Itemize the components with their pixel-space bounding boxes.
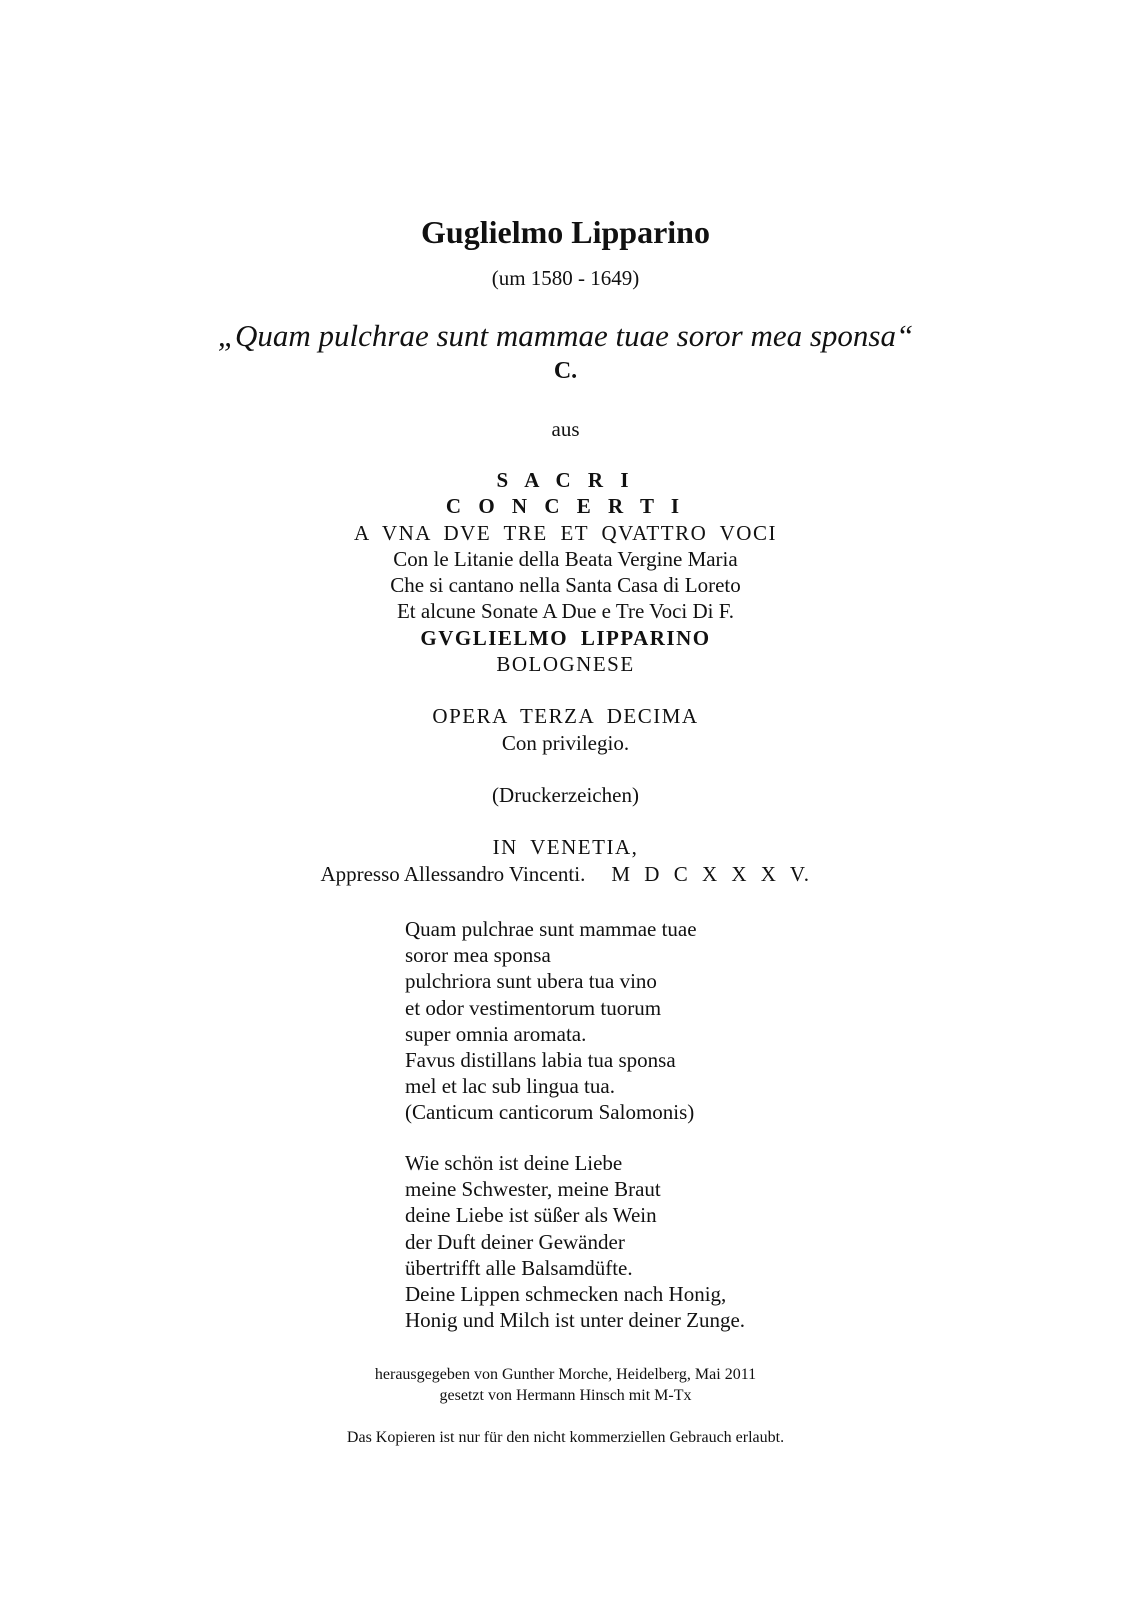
- work-title: „Quam pulchrae sunt mammae tuae soror mea sponsa“: [217, 318, 914, 353]
- voice-part: C.: [553, 358, 578, 384]
- title-line-voices: A VNA DVE TRE ET QVATTRO VOCI: [354, 520, 777, 545]
- title-line-origin: BOLOGNESE: [496, 652, 635, 677]
- poem-line: Quam pulchrae sunt mammae tuae: [405, 917, 697, 941]
- poem-line: Deine Lippen schmecken nach Honig,: [405, 1281, 727, 1306]
- spacer: [0, 677, 1131, 703]
- imprint-year: M D C X X X V.: [611, 861, 811, 886]
- privilege-line: Con privilegio.: [501, 730, 630, 755]
- poem-source: (Canticum canticorum Salomonis): [405, 1100, 695, 1125]
- editor-credit: herausgegeben von Gunther Morche, Heidelberg, Mai 2011: [374, 1366, 757, 1383]
- title-line-sacri: S A C R I: [496, 468, 635, 492]
- title-line-author: GVGLIELMO LIPPARINO: [420, 625, 711, 650]
- imprint-line: [0, 861, 1131, 887]
- poem-line: deine Liebe ist süßer als Wein: [405, 1203, 657, 1228]
- printer-mark: (Druckerzeichen): [492, 782, 639, 807]
- composer-name: Guglielmo Lipparino: [421, 214, 710, 250]
- poem-german: [405, 1150, 745, 1333]
- publisher: Appresso Allessandro Vincenti.: [320, 861, 586, 886]
- poem-line: Wie schön ist deine Liebe: [405, 1151, 623, 1175]
- opus-number: OPERA TERZA DECIMA: [432, 704, 699, 729]
- spacer: [0, 808, 1131, 834]
- poem-line: et odor vestimentorum tuorum: [405, 995, 662, 1020]
- poem-line: Favus distillans labia tua sponsa: [405, 1047, 676, 1072]
- poem-line: mel et lac sub lingua tua.: [405, 1074, 615, 1099]
- title-line-loreto: Che si cantano nella Santa Casa di Loreto: [390, 573, 741, 598]
- source-label: aus: [551, 417, 580, 441]
- typesetter-credit: gesetzt von Hermann Hinsch mit M-Tx: [439, 1387, 692, 1404]
- poem-latin: [405, 916, 697, 1126]
- spacer: [0, 756, 1131, 782]
- title-line-sonate: Et alcune Sonate A Due e Tre Voci Di F.: [396, 599, 735, 624]
- imprint-place: IN VENETIA,: [492, 835, 639, 860]
- title-line-litanie: Con le Litanie della Beata Vergine Maria: [393, 546, 738, 571]
- title-line-concerti: C O N C E R T I: [445, 494, 686, 519]
- poem-line: super omnia aromata.: [405, 1021, 587, 1046]
- poem-line: der Duft deiner Gewänder: [405, 1229, 625, 1254]
- edition-credits: [0, 1364, 1131, 1406]
- copy-notice: Das Kopieren ist nur für den nicht kommerziellen Gebrauch erlaubt.: [346, 1429, 785, 1446]
- poem-line: pulchriora sunt ubera tua vino: [405, 969, 657, 994]
- poem-line: soror mea sponsa: [405, 943, 551, 968]
- composer-dates: (um 1580 - 1649): [491, 266, 640, 290]
- poem-line: Honig und Milch ist unter deiner Zunge.: [405, 1308, 746, 1333]
- poem-line: übertrifft alle Balsamdüfte.: [405, 1255, 633, 1280]
- poem-line: meine Schwester, meine Braut: [405, 1177, 661, 1202]
- original-title-page: [0, 467, 1131, 887]
